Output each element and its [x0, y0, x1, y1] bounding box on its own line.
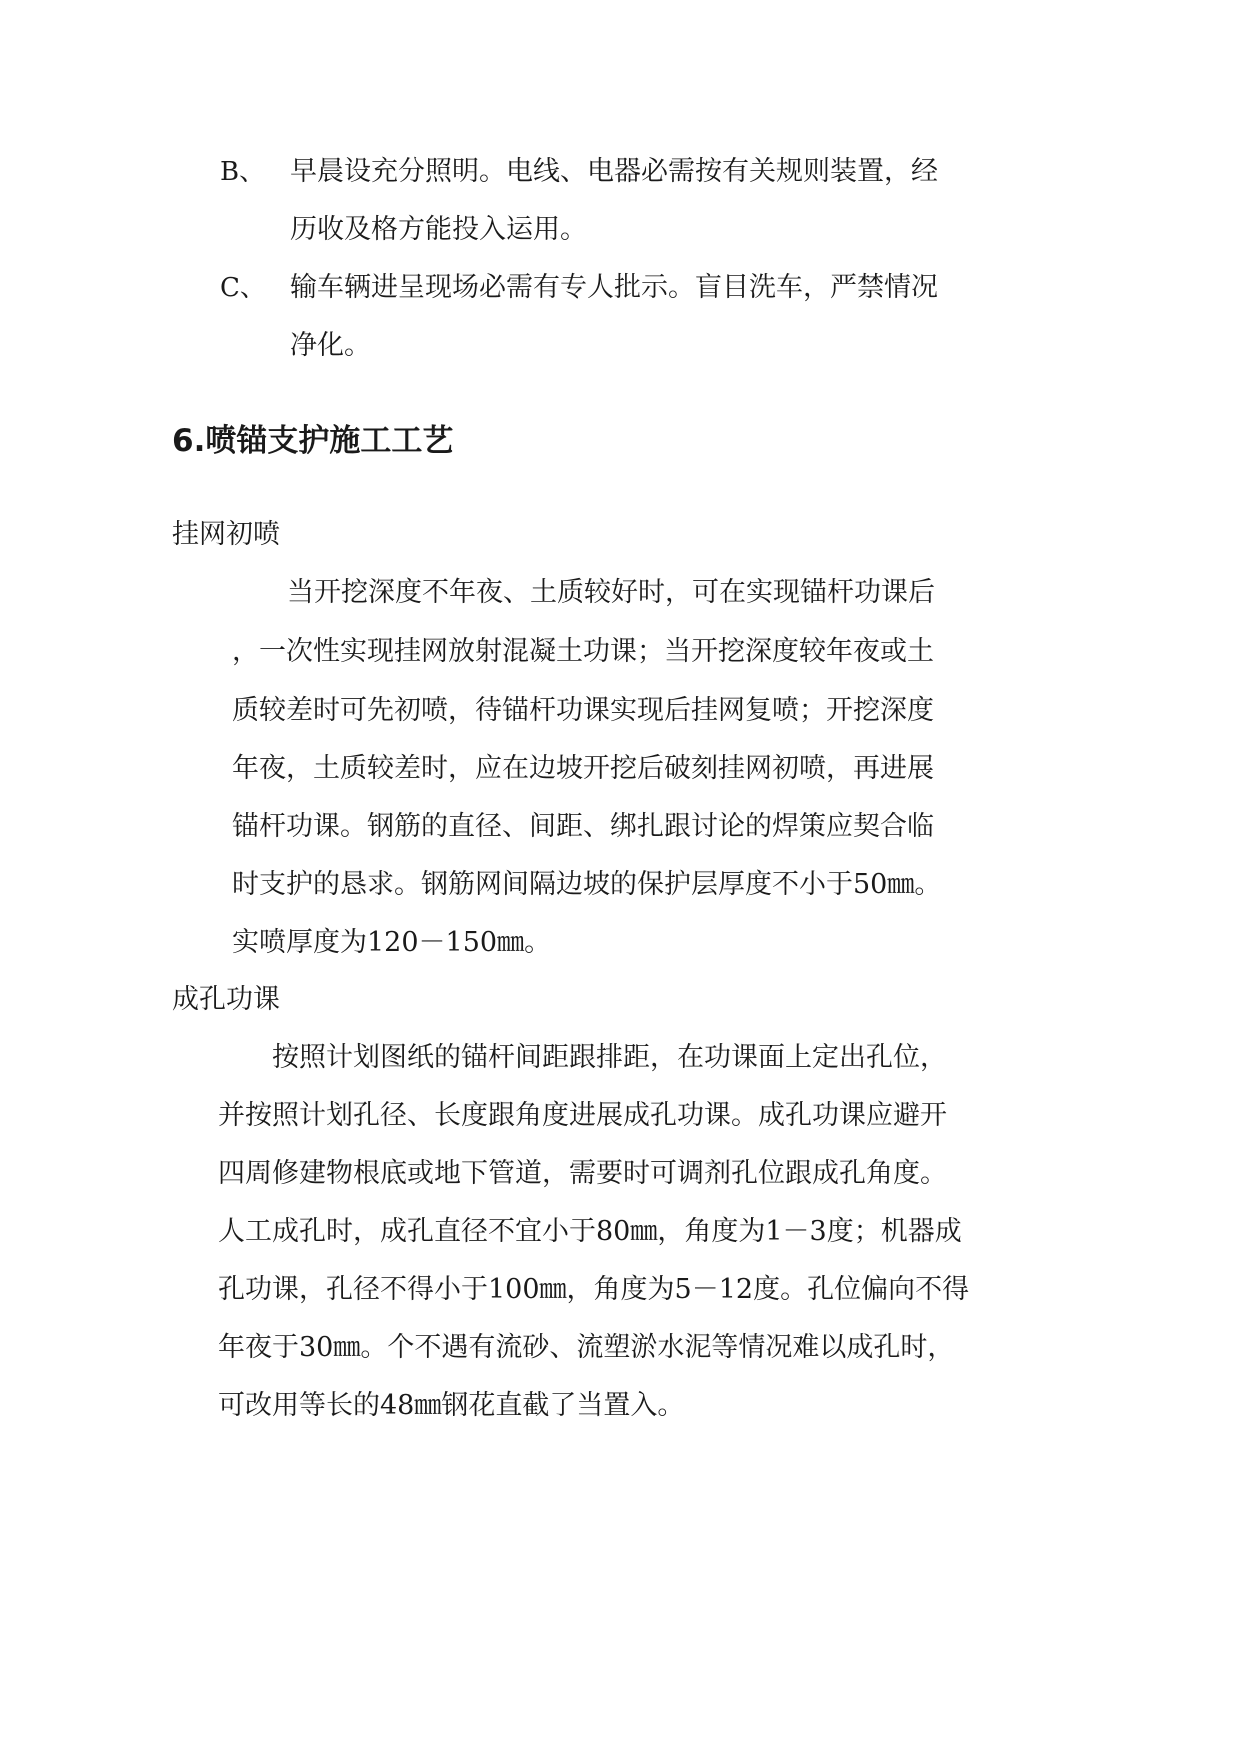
- list-marker-c: C、: [220, 273, 266, 303]
- paragraph-2-line-6: 年夜于30㎜。个不遇有流砂、流塑淤水泥等情况难以成孔时，: [218, 1332, 955, 1363]
- paragraph-1-line-6: 时支护的恳求。钢筋网间隔边坡的保护层厚度不小于50㎜。: [232, 869, 942, 900]
- paragraph-2-line-5: 孔功课，孔径不得小于100㎜，角度为5－12度。孔位偏向不得: [218, 1274, 970, 1305]
- paragraph-1-line-5: 锚杆功课。钢筋的直径、间距、绑扎跟讨论的焊策应契合临: [232, 811, 934, 842]
- list-item-c-line-1: 输车辆进呈现场必需有专人批示。盲目洗车，严禁情况: [290, 272, 938, 303]
- list-marker-b: B、: [220, 157, 266, 187]
- paragraph-1-line-4: 年夜，土质较差时，应在边坡开挖后破刻挂网初喷，再进展: [232, 753, 934, 784]
- list-item-c-line-2: 净化。: [290, 330, 371, 361]
- paragraph-1-line-3: 质较差时可先初喷，待锚杆功课实现后挂网复喷；开挖深度: [232, 695, 934, 726]
- paragraph-2-line-3: 四周修建物根底或地下管道，需要时可调剂孔位跟成孔角度。: [218, 1158, 947, 1189]
- paragraph-1-line-7: 实喷厚度为120－150㎜。: [232, 927, 552, 958]
- paragraph-2-line-4: 人工成孔时，成孔直径不宜小于80㎜，角度为1－3度；机器成: [218, 1216, 962, 1247]
- paragraph-2-line-1: 按照计划图纸的锚杆间距跟排距，在功课面上定出孔位，: [272, 1042, 947, 1073]
- subsection-title-mesh-spray: 挂网初喷: [172, 519, 280, 550]
- section-title: 6.喷锚支护施工工艺: [172, 423, 454, 459]
- paragraph-1-line-2: ，一次性实现挂网放射混凝土功课；当开挖深度较年夜或土: [232, 636, 934, 667]
- paragraph-2-line-2: 并按照计划孔径、长度跟角度进展成孔功课。成孔功课应避开: [218, 1100, 947, 1131]
- list-item-b-line-2: 历收及格方能投入运用。: [290, 214, 587, 245]
- list-item-b-line-1: 早晨设充分照明。电线、电器必需按有关规则装置，经: [290, 156, 938, 187]
- paragraph-1-line-1: 当开挖深度不年夜、土质较好时，可在实现锚杆功课后: [287, 577, 935, 608]
- subsection-title-drilling: 成孔功课: [172, 984, 280, 1015]
- paragraph-2-line-7: 可改用等长的48㎜钢花直截了当置入。: [218, 1390, 685, 1421]
